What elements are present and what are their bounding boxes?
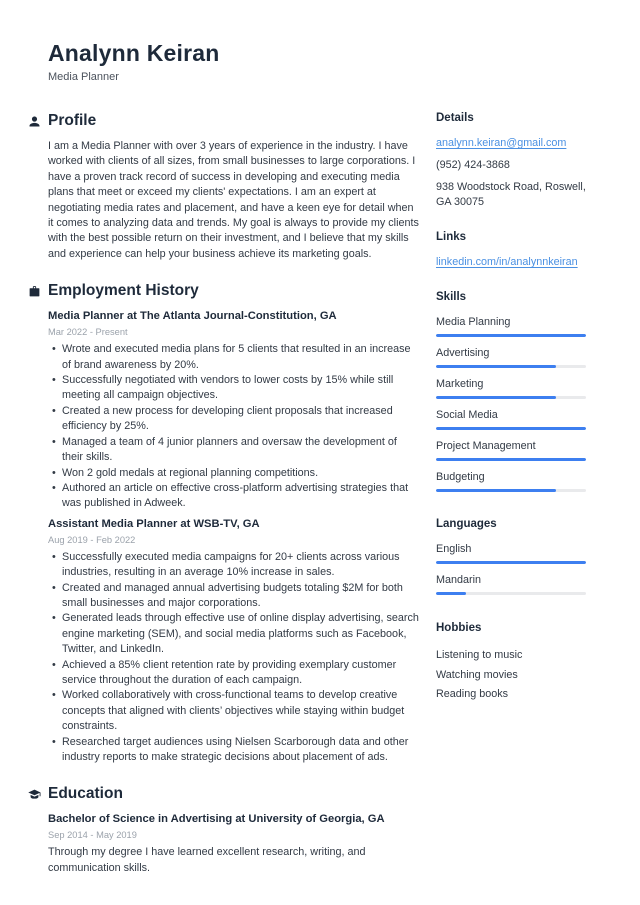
link-item — [436, 255, 592, 269]
linkedin-link[interactable]: linkedin.com/in/analynnkeiran — [436, 256, 578, 268]
details-heading: Details — [436, 112, 474, 124]
links-list — [436, 255, 592, 269]
skill-item — [436, 377, 592, 399]
links-heading: Links — [436, 231, 467, 243]
skill-item-bar-track — [436, 396, 586, 399]
candidate-name: Analynn Keiran — [48, 40, 220, 66]
job-bullet: • Generated leads through effective use of online display advertising, search engine marketing (SEM), and social media platforms such as Facebook, Twitter, and LinkedIn. — [48, 611, 420, 657]
education-entry — [48, 812, 420, 876]
hobbies-group — [436, 621, 592, 705]
skill-item-bar-fill — [436, 427, 586, 430]
candidate-job-title: Media Planner — [48, 71, 119, 83]
email-item — [436, 136, 592, 150]
person-icon — [27, 114, 41, 128]
job-bullet: • Created and managed annual advertising budgets totaling $2M for both small businesses and major corporations. — [48, 581, 420, 612]
language-item — [436, 573, 592, 595]
skill-item-label: Budgeting — [436, 471, 485, 483]
job-bullet: • Won 2 gold medals at regional planning competitions. — [48, 466, 420, 481]
job-bullet: • Managed a team of 4 junior planners and oversaw the development of their skills. — [48, 435, 420, 466]
education-title: Bachelor of Science in Advertising at University of Georgia, GA — [48, 813, 385, 826]
employment-heading-label: Employment History — [48, 282, 199, 300]
graduation-cap-icon — [27, 787, 41, 801]
job-bullet: • Authored an article on effective cross-platform advertising strategies that was published in Adweek. — [48, 481, 420, 512]
skill-item — [436, 346, 592, 368]
skill-item-label: Advertising — [436, 347, 490, 359]
skills-list — [436, 315, 592, 492]
skills-group — [436, 290, 592, 492]
profile-section — [48, 111, 420, 262]
job-title: Assistant Media Planner at WSB-TV, GA — [48, 517, 260, 530]
languages-heading: Languages — [436, 518, 497, 530]
skill-item — [436, 439, 592, 461]
sidebar — [436, 111, 592, 895]
job-entry — [48, 309, 420, 511]
job-bullet: • Achieved a 85% client retention rate by providing exemplary customer service throughout the duration of each campaign. — [48, 658, 420, 689]
hobby-item: Listening to music — [436, 649, 523, 661]
skill-item-bar-track — [436, 458, 586, 461]
language-item-label: Mandarin — [436, 574, 482, 586]
hobbies-heading: Hobbies — [436, 622, 482, 634]
skill-item — [436, 470, 592, 492]
language-item-bar-fill — [436, 592, 466, 595]
skill-item-bar-fill — [436, 365, 556, 368]
skill-item-label: Project Management — [436, 440, 536, 452]
details-group — [436, 111, 592, 209]
language-item-bar-fill — [436, 561, 586, 564]
skill-item-bar-fill — [436, 334, 586, 337]
languages-group — [436, 517, 592, 595]
job-dates: Mar 2022 - Present — [48, 327, 128, 338]
education-description: Through my degree I have learned excellent research, writing, and communication skills. — [48, 846, 366, 874]
phone-item: (952) 424-3868 — [436, 159, 510, 171]
skill-item — [436, 315, 592, 337]
skill-item-bar-track — [436, 365, 586, 368]
skill-item-bar-fill — [436, 396, 556, 399]
job-entry — [48, 517, 420, 766]
language-item-bar-track — [436, 561, 586, 564]
skill-item-label: Social Media — [436, 409, 498, 421]
job-bullet: • Created a new process for developing client proposals that increased efficiency by 25%. — [48, 404, 420, 435]
job-bullet: • Successfully negotiated with vendors to lower costs by 15% while still meeting all campaign objectives. — [48, 373, 420, 404]
education-list — [48, 812, 420, 876]
employment-heading — [48, 281, 420, 300]
address-item: 938 Woodstock Road, Roswell, GA 30075 — [436, 181, 586, 208]
skill-item-bar-track — [436, 427, 586, 430]
hobbies-list — [436, 646, 592, 705]
job-bullet: • Wrote and executed media plans for 5 clients that resulted in an increase of brand awareness by 20%. — [48, 342, 420, 373]
education-section — [48, 784, 420, 876]
jobs-list — [48, 309, 420, 765]
main-column — [48, 111, 420, 895]
profile-heading — [48, 111, 420, 130]
skill-item-bar-fill — [436, 489, 556, 492]
job-bullets — [48, 342, 420, 511]
employment-section — [48, 281, 420, 765]
email-link[interactable]: analynn.keiran@gmail.com — [436, 137, 567, 149]
job-bullet: • Worked collaboratively with cross-functional teams to develop creative concepts that aligned with clients’ objectives while staying within budget constraints. — [48, 688, 420, 734]
hobby-item: Watching movies — [436, 668, 518, 681]
education-heading-label: Education — [48, 785, 123, 803]
education-dates: Sep 2014 - May 2019 — [48, 830, 137, 841]
skill-item-bar-fill — [436, 458, 586, 461]
skill-item-bar-track — [436, 334, 586, 337]
hobby-item: Reading books — [436, 688, 509, 700]
language-item-bar-track — [436, 592, 586, 595]
skill-item-label: Marketing — [436, 378, 484, 390]
skill-item-bar-track — [436, 489, 586, 492]
skills-heading: Skills — [436, 291, 467, 303]
resume-header — [0, 0, 640, 84]
briefcase-icon — [27, 284, 41, 298]
job-bullets — [48, 550, 420, 766]
profile-text: I am a Media Planner with over 3 years of experience in the industry. I have worked with clients of all sizes, from small businesses to large corporations. I have a proven track record of success in developing and executing media plans that meet or exceed my clients' expectations. I am an expert at negotiating media rates and placement, and have a keen eye for detail when it comes to analyzing data and trends. My goal is always to provide my clients with the best possible return on their investment, and I believe that my skills and experience can help your business achieve its marketing goals. — [48, 140, 419, 260]
language-item — [436, 542, 592, 564]
content-columns — [0, 111, 640, 895]
languages-list — [436, 542, 592, 595]
job-bullet: • Researched target audiences using Nielsen Scarborough data and other industry reports to make strategic decisions about placement of ads. — [48, 735, 420, 766]
links-group — [436, 230, 592, 269]
skill-item — [436, 408, 592, 430]
education-heading — [48, 784, 420, 803]
job-bullet: • Successfully executed media campaigns for 20+ clients across various industries, resulting in an average 10% increase in sales. — [48, 550, 420, 581]
skill-item-label: Media Planning — [436, 316, 511, 328]
language-item-label: English — [436, 543, 472, 555]
job-title: Media Planner at The Atlanta Journal-Constitution, GA — [48, 310, 337, 323]
job-dates: Aug 2019 - Feb 2022 — [48, 534, 136, 545]
profile-heading-label: Profile — [48, 112, 97, 129]
